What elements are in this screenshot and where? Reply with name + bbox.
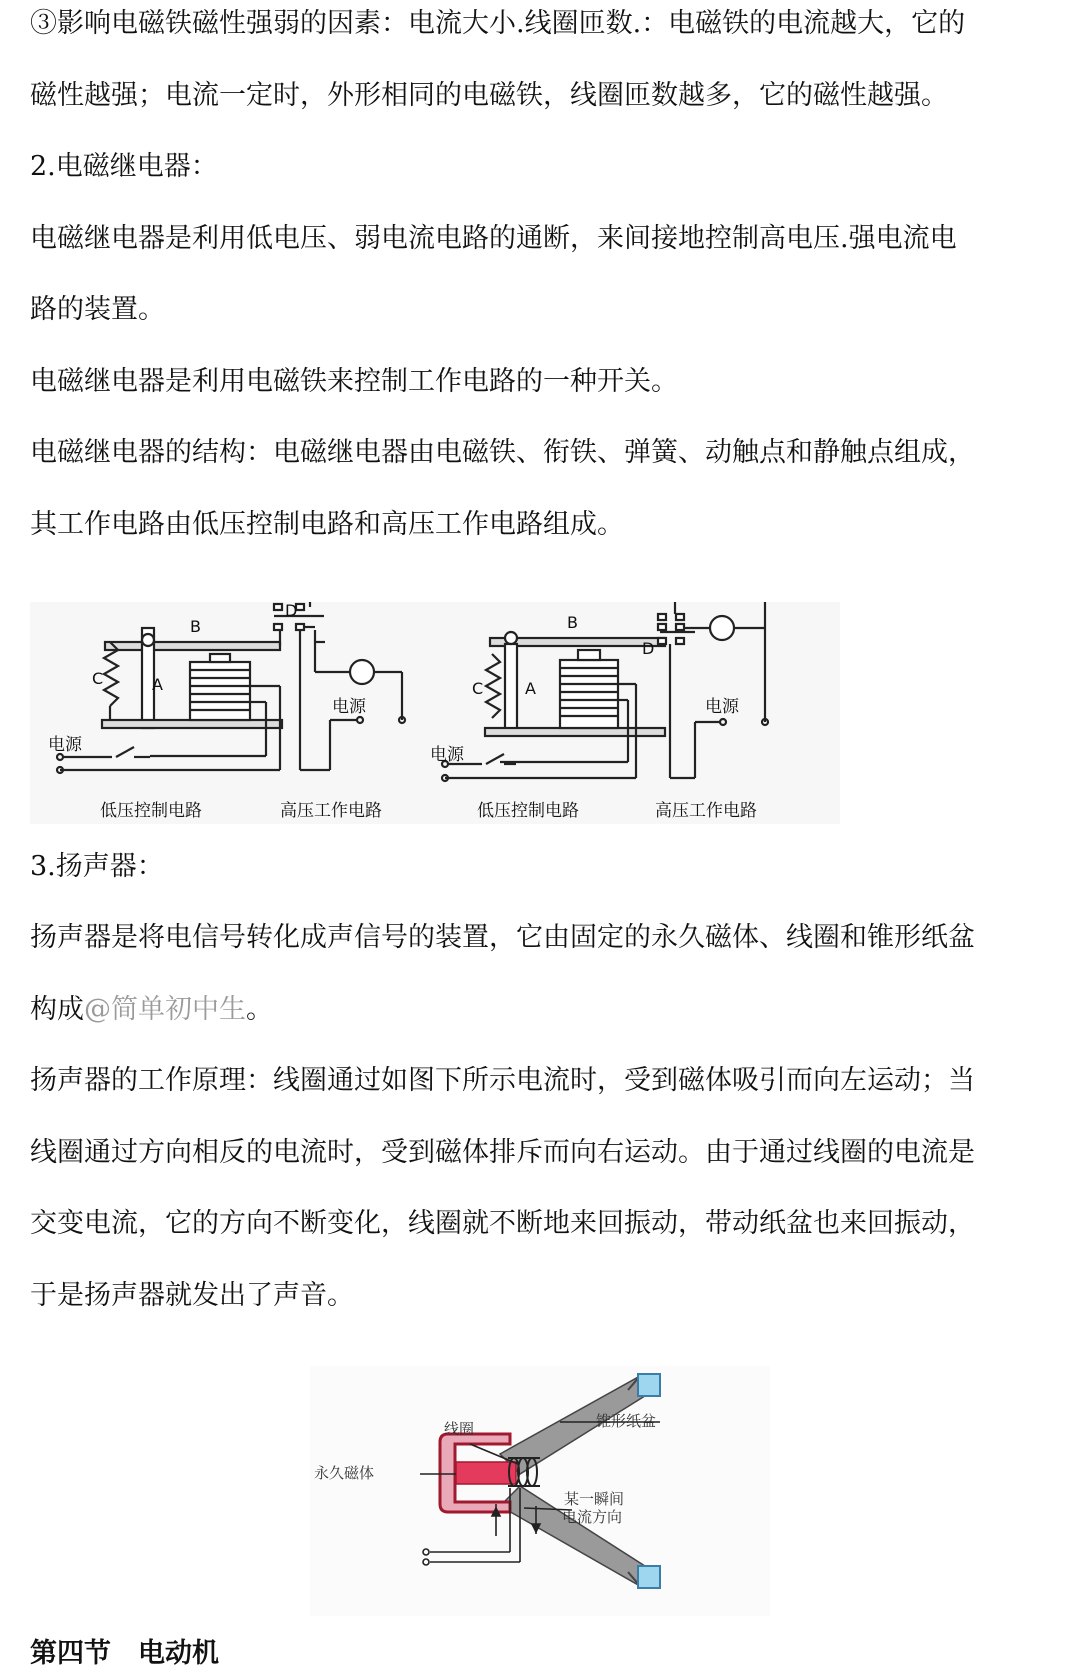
relay-right-label-d: D [642, 639, 655, 658]
relay-definition-line-1: 电磁继电器是利用低电压、弱电流电路的通断，来间接地控制高电压.强电流电 [30, 223, 957, 254]
relay-right-label-b: B [567, 613, 578, 632]
factors-line-2: 磁性越强；电流一定时，外形相同的电磁铁，线圈匝数越多，它的磁性越强。 [30, 80, 948, 111]
relay-structure-line-1: 电磁继电器的结构：电磁继电器由电磁铁、衔铁、弹簧、动触点和静触点组成， [30, 437, 975, 468]
speaker-diagram-figure [310, 1366, 770, 1616]
relay-left-label-b: B [190, 617, 201, 636]
watermark-text: @简单初中生 [84, 994, 246, 1025]
relay-left-power-low: 电源 [48, 735, 82, 755]
relay-left-caption-high: 高压工作电路 [280, 801, 382, 821]
relay-right-caption-low: 低压控制电路 [477, 801, 579, 821]
speaker-label-magnet: 永久磁体 [314, 1464, 375, 1482]
speaker-work-line-4: 于是扬声器就发出了声音。 [30, 1280, 354, 1311]
relay-right-label-c: C [472, 679, 484, 698]
speaker-definition-period: 。 [246, 994, 273, 1025]
relay-diagram-figure [30, 602, 840, 824]
relay-switch-line: 电磁继电器是利用电磁铁来控制工作电路的一种开关。 [30, 366, 678, 397]
relay-left-caption-low: 低压控制电路 [100, 801, 202, 821]
speaker-definition-line-2 [30, 990, 273, 1030]
relay-definition-line-2: 路的装置。 [30, 294, 165, 325]
speaker-heading: 3.扬声器： [30, 851, 164, 882]
speaker-definition-line-1: 扬声器是将电信号转化成声信号的装置，它由固定的永久磁体、线圈和锥形纸盆 [30, 922, 975, 953]
relay-right-power-low: 电源 [430, 745, 464, 765]
speaker-definition-text: 构成 [30, 994, 84, 1025]
relay-left-power-high: 电源 [332, 697, 366, 717]
relay-right-label-a: A [525, 679, 536, 698]
factors-line-1: ③影响电磁铁磁性强弱的因素：电流大小.线圈匝数.：电磁铁的电流越大，它的 [30, 8, 966, 39]
relay-heading: 2.电磁继电器： [30, 151, 218, 182]
speaker-label-current-2: 电流方向 [562, 1508, 623, 1526]
speaker-work-line-3: 交变电流，它的方向不断变化，线圈就不断地来回振动，带动纸盆也来回振动， [30, 1208, 975, 1239]
relay-structure-line-2: 其工作电路由低压控制电路和高压工作电路组成。 [30, 509, 624, 540]
speaker-label-cone: 锥形纸盆 [596, 1412, 657, 1430]
speaker-work-line-1: 扬声器的工作原理：线圈通过如图下所示电流时，受到磁体吸引而向左运动；当 [30, 1065, 975, 1096]
speaker-label-current-1: 某一瞬间 [564, 1490, 625, 1508]
speaker-work-line-2: 线圈通过方向相反的电流时，受到磁体排斥而向右运动。由于通过线圈的电流是 [30, 1137, 975, 1168]
relay-right-power-high: 电源 [705, 697, 739, 717]
relay-left-label-d: D [285, 602, 298, 620]
relay-right-caption-high: 高压工作电路 [655, 801, 757, 821]
speaker-label-coil: 线圈 [444, 1420, 475, 1438]
section-title: 第四节 电动机 [30, 1638, 219, 1669]
relay-left-label-c: C [92, 669, 104, 688]
relay-left-label-a: A [152, 675, 163, 694]
